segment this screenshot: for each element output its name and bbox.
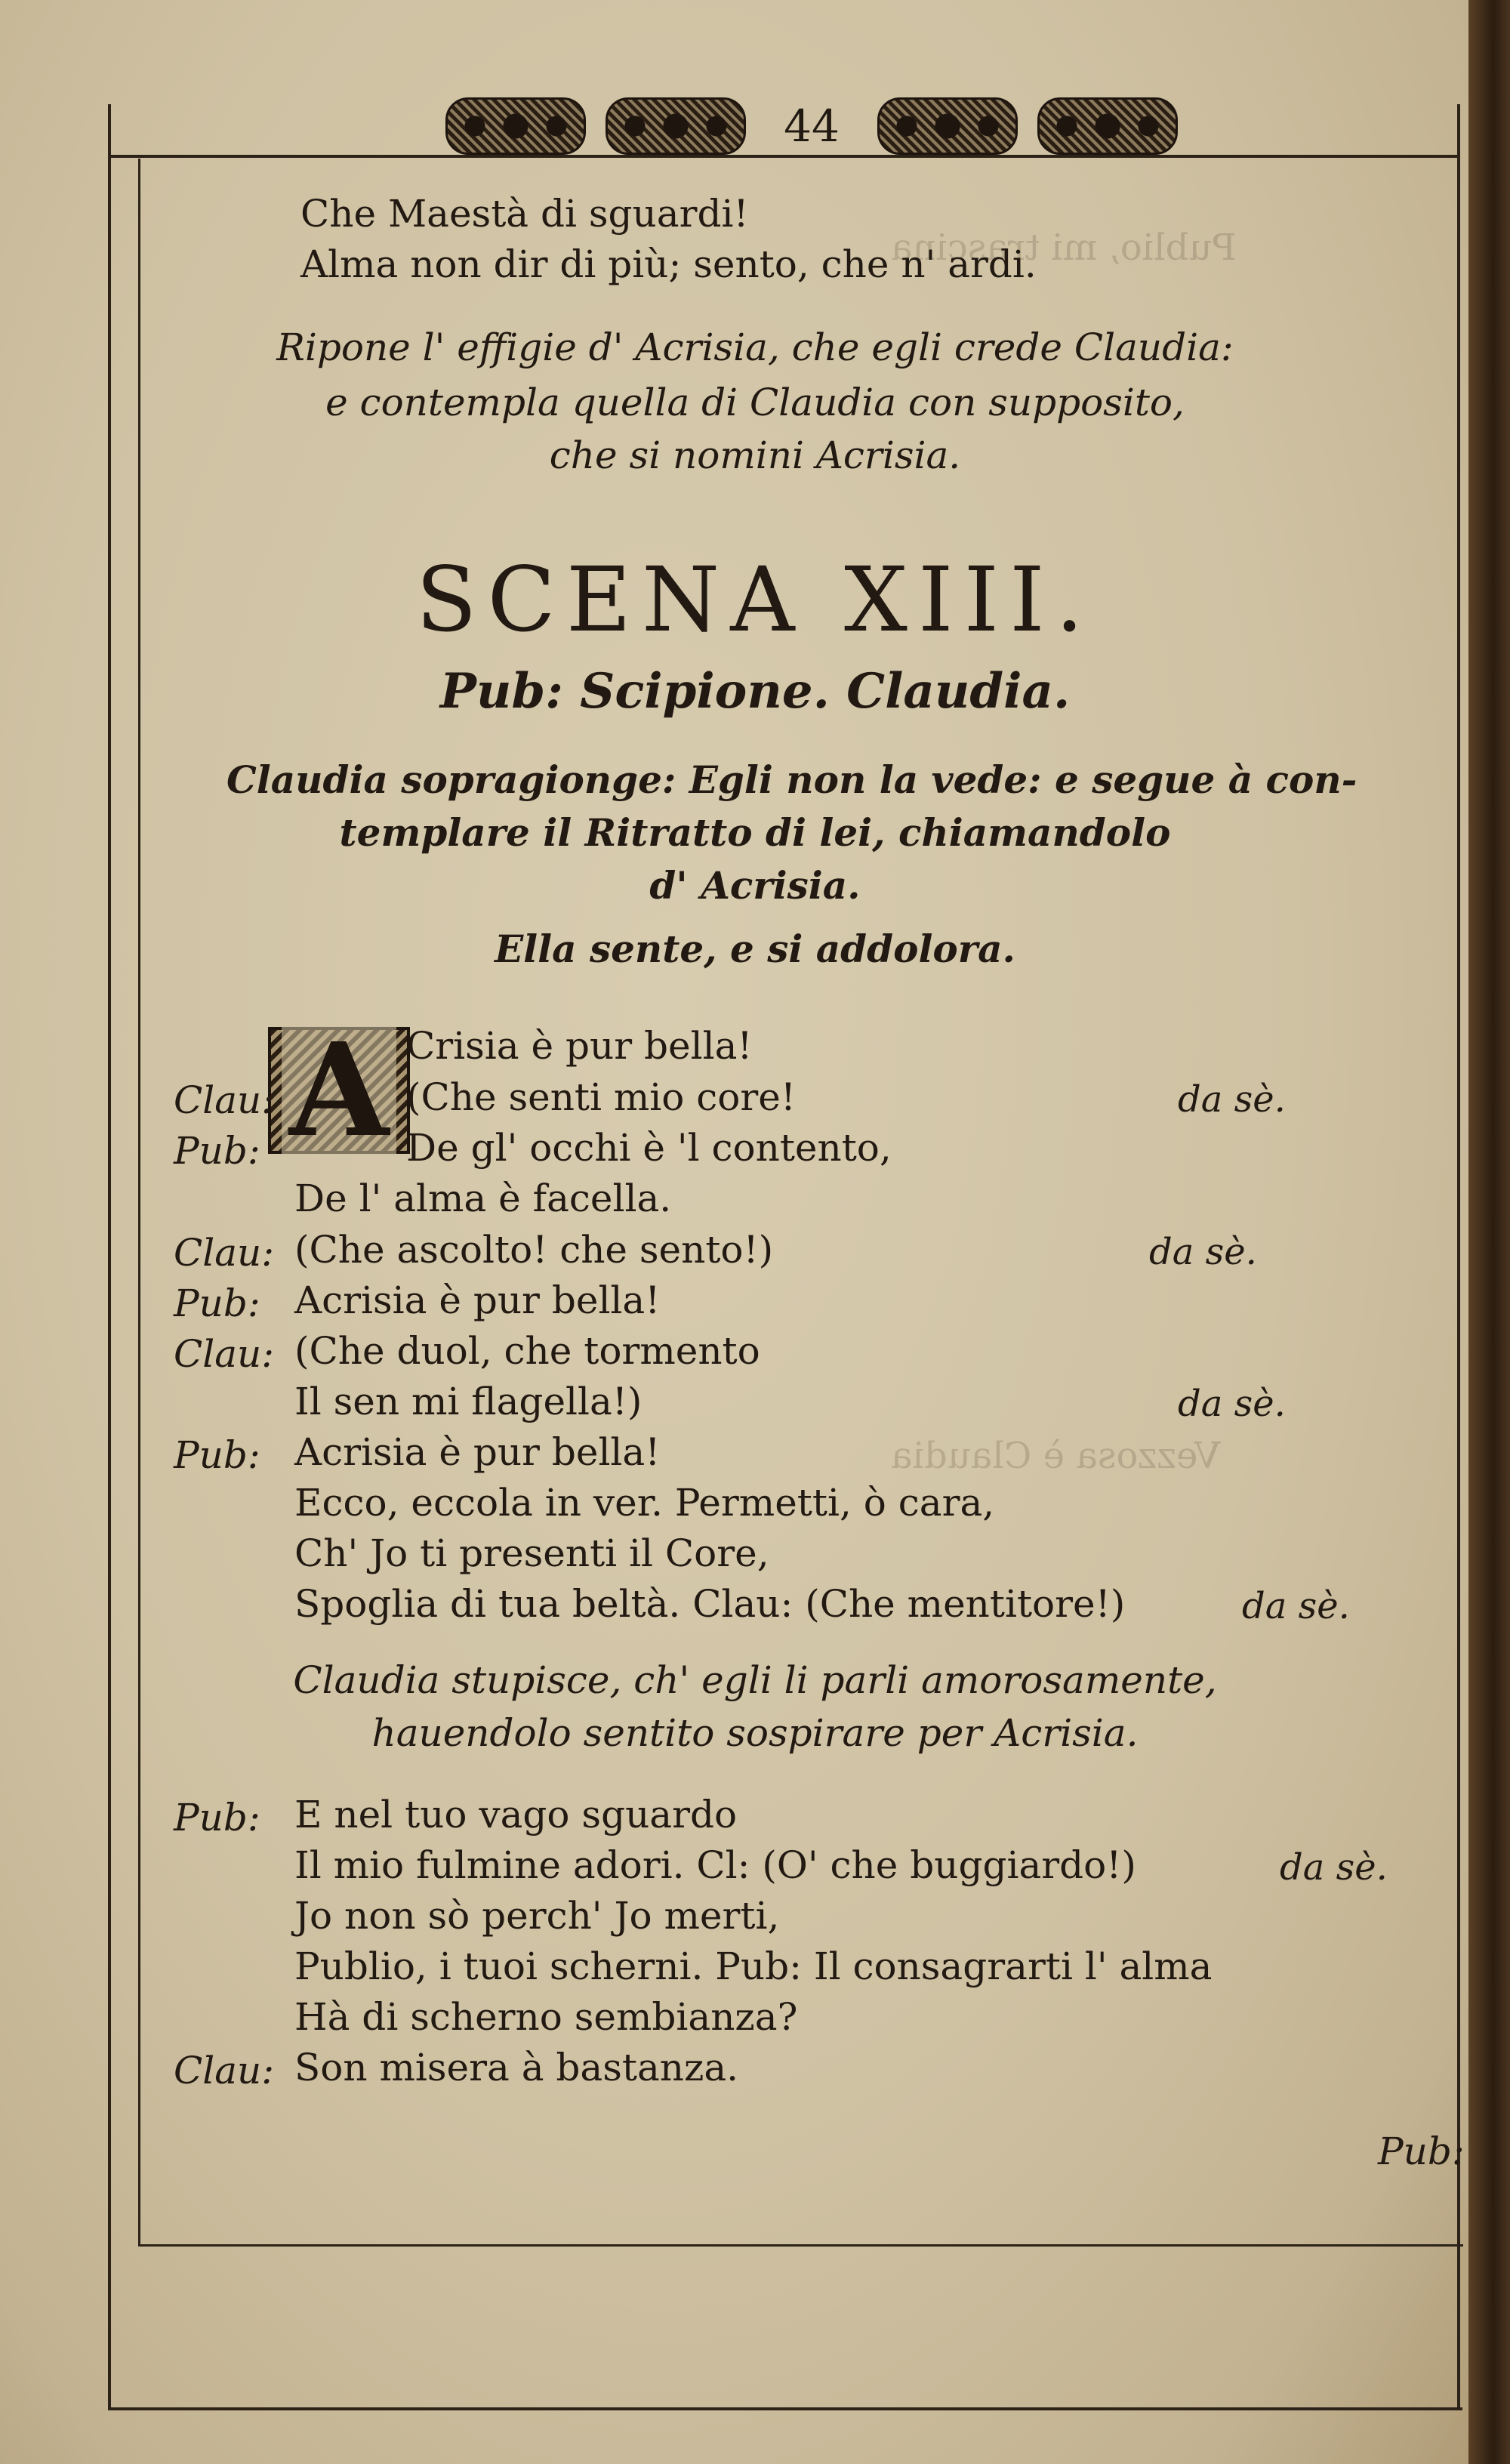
- verse-line: Acrisia è pur bella!: [294, 1430, 661, 1474]
- verse-line: De gl' occhi è 'l contento,: [406, 1126, 892, 1170]
- floral-ornament-icon: [877, 97, 1018, 155]
- aside-marker: da sè.: [1178, 1078, 1286, 1121]
- stage-direction: e contempla quella di Claudia con supposito,: [325, 381, 1185, 424]
- verse-line: Ch' Jo ti presenti il Core,: [294, 1531, 769, 1575]
- speaker-label: Pub:: [174, 1433, 260, 1477]
- stage-direction: che si nomini Acrisia.: [549, 433, 961, 477]
- verse-line: Crisia è pur bella!: [406, 1024, 753, 1068]
- stage-direction: Claudia sopragionge: Egli non la vede: e segue à con-: [226, 757, 1357, 802]
- verse-line: Jo non sò perch' Jo merti,: [294, 1894, 780, 1938]
- stage-direction: Ripone l' effigie d' Acrisia, che egli crede Claudia:: [276, 325, 1234, 369]
- initial-letter: A: [282, 1026, 396, 1155]
- catchword: Pub:: [1378, 2129, 1465, 2173]
- stage-direction: d' Acrisia.: [649, 863, 861, 908]
- verse-line: (Che senti mio core!: [406, 1075, 796, 1119]
- aside-marker: da sè.: [1149, 1231, 1257, 1273]
- verse-line: E nel tuo vago sguardo: [294, 1793, 738, 1836]
- verse-line: Son misera à bastanza.: [294, 2046, 739, 2089]
- speaker-label: Pub:: [174, 1129, 260, 1173]
- verse-line: Il mio fulmine adori. Cl: (O' che buggiardo!): [294, 1843, 1136, 1887]
- speaker-label: Clau:: [174, 1231, 275, 1275]
- speaker-label: Pub:: [174, 1796, 260, 1840]
- floral-ornament-icon: [445, 97, 586, 155]
- verse-line: Che Maestà di sguardi!: [300, 192, 749, 236]
- verse-line: (Che duol, che tormento: [294, 1329, 760, 1373]
- floral-ornament-icon: [1037, 97, 1178, 155]
- decorated-initial: [268, 1015, 410, 1166]
- speaker-label: Clau:: [174, 1078, 275, 1122]
- verse-line: (Che ascolto! che sento!): [294, 1228, 774, 1272]
- speaker-label: Clau:: [174, 2049, 275, 2092]
- scene-title: SCENA XIII.: [415, 547, 1095, 652]
- stage-direction: Claudia stupisce, ch' egli li parli amorosamente,: [293, 1658, 1217, 1702]
- stage-direction: hauendolo sentito sospirare per Acrisia.: [371, 1711, 1139, 1755]
- scene-cast: Pub: Scipione. Claudia.: [439, 663, 1071, 720]
- aside-marker: da sè.: [1242, 1585, 1350, 1627]
- verse-line: Ecco, eccola in ver. Permetti, ò cara,: [294, 1481, 995, 1525]
- verse-line: De l' alma è facella.: [294, 1176, 672, 1220]
- aside-marker: da sè.: [1178, 1383, 1286, 1425]
- binding-gutter: [1468, 0, 1510, 2464]
- verse-line: Publio, i tuoi scherni. Pub: Il consagrarti l' alma: [294, 1944, 1213, 1988]
- verse-line: Alma non dir di più; sento, che n' ardi.: [300, 242, 1037, 286]
- verse-line: Hà di scherno sembianza?: [294, 1995, 798, 2039]
- speaker-label: Clau:: [174, 1332, 275, 1376]
- stage-direction: templare il Ritratto di lei, chiamandolo: [339, 810, 1171, 855]
- verse-line: Il sen mi flagella!): [294, 1380, 643, 1423]
- speaker-label: Pub:: [174, 1281, 260, 1325]
- floral-ornament-icon: [606, 97, 746, 155]
- verse-line: Spoglia di tua beltà. Clau: (Che mentitore!): [294, 1582, 1126, 1626]
- page-number: 44: [784, 100, 840, 152]
- right-frame-rule: [1457, 104, 1460, 2407]
- bleed-through-text: Publio, mi trascina: [891, 227, 1237, 269]
- verse-line: Acrisia è pur bella!: [294, 1278, 661, 1322]
- page-header: [378, 92, 1246, 160]
- bleed-through-text: Vezzosa è Claudia: [891, 1435, 1221, 1477]
- stage-direction: Ella sente, e si addolora.: [495, 927, 1015, 971]
- aside-marker: da sè.: [1280, 1846, 1388, 1889]
